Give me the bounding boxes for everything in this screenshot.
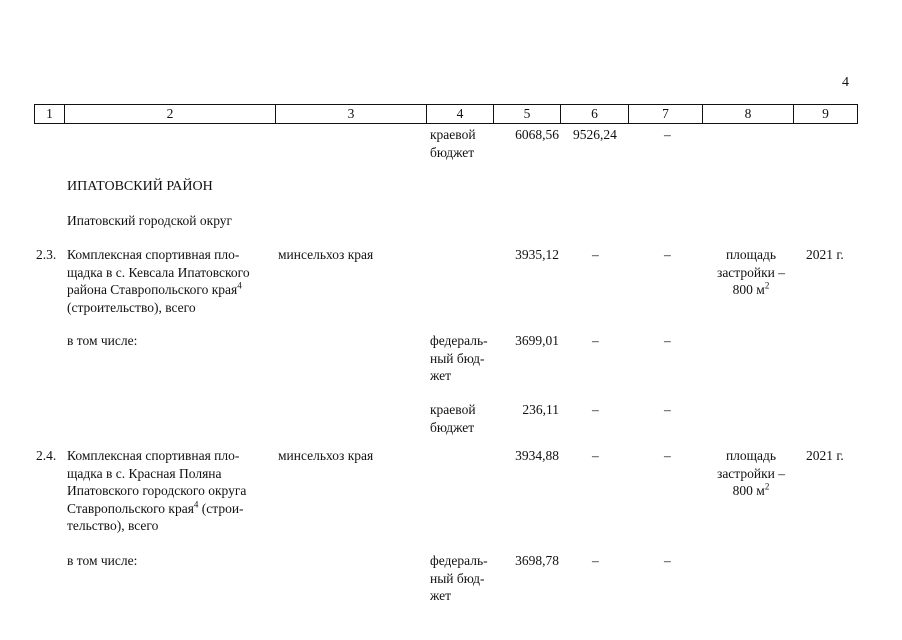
item-col5: 3935,12	[515, 247, 559, 262]
reg-col5: 236,11	[522, 402, 559, 417]
reg-source: краевой бюджет	[430, 402, 476, 435]
header-cell-8: 8	[703, 105, 794, 123]
item-number: 2.4.	[36, 448, 57, 463]
item-number: 2.3.	[36, 247, 57, 262]
item-col5: 3934,88	[515, 448, 559, 463]
reg-col6: –	[592, 402, 599, 417]
fed-col5: 3699,01	[515, 333, 559, 348]
section-title: ИПАТОВСКИЙ РАЙОН	[67, 179, 213, 194]
header-cell-5: 5	[494, 105, 561, 123]
header-cell-2: 2	[65, 105, 276, 123]
header-cell-9: 9	[822, 106, 829, 121]
sub-label: в том числе:	[67, 553, 138, 568]
item-col6: –	[592, 247, 599, 262]
header-cell-4: 4	[427, 105, 494, 123]
row-top-col6: 9526,24	[573, 127, 617, 142]
item-col7: –	[664, 247, 671, 262]
fed-col7: –	[664, 333, 671, 348]
item-year: 2021 г.	[806, 448, 844, 463]
header-cell-1: 1	[35, 105, 65, 123]
header-cell-3: 3	[276, 105, 427, 123]
row-top-source: краевой бюджет	[430, 127, 476, 160]
fed-source: федераль- ный бюд- жет	[430, 553, 488, 603]
reg-col7: –	[664, 402, 671, 417]
header-cell-6: 6	[561, 105, 629, 123]
item-organization: минсельхоз края	[278, 448, 374, 463]
fed-col6: –	[592, 333, 599, 348]
fed-col6: –	[592, 553, 599, 568]
item-organization: минсельхоз края	[278, 247, 374, 262]
row-top-col7: –	[664, 127, 671, 142]
item-col7: –	[664, 448, 671, 463]
header-cell-7: 7	[629, 105, 703, 123]
sub-label: в том числе:	[67, 333, 138, 348]
item-name: Комплексная спортивная пло- щадка в с. Красная Поляна Ипатовского городского округа Ставропольского края$^4$ (строи- тельство), всего	[67, 448, 247, 533]
item-capacity: площадь застройки – 800 $м^2$	[716, 247, 785, 297]
page-number: 4	[842, 75, 849, 90]
item-col6: –	[592, 448, 599, 463]
subsection-title: Ипатовский городской округ	[67, 213, 233, 228]
item-year: 2021 г.	[806, 247, 844, 262]
fed-source: федераль- ный бюд- жет	[430, 333, 488, 383]
fed-col7: –	[664, 553, 671, 568]
row-top-col5: 6068,56	[515, 127, 559, 142]
table-header-row	[34, 104, 858, 124]
item-capacity: площадь застройки – 800 $м^2$	[716, 448, 785, 498]
item-name: Комплексная спортивная пло- щадка в с. Кевсала Ипатовского района Ставропольского края$^4$ (строительство), всего	[67, 247, 250, 315]
fed-col5: 3698,78	[515, 553, 559, 568]
